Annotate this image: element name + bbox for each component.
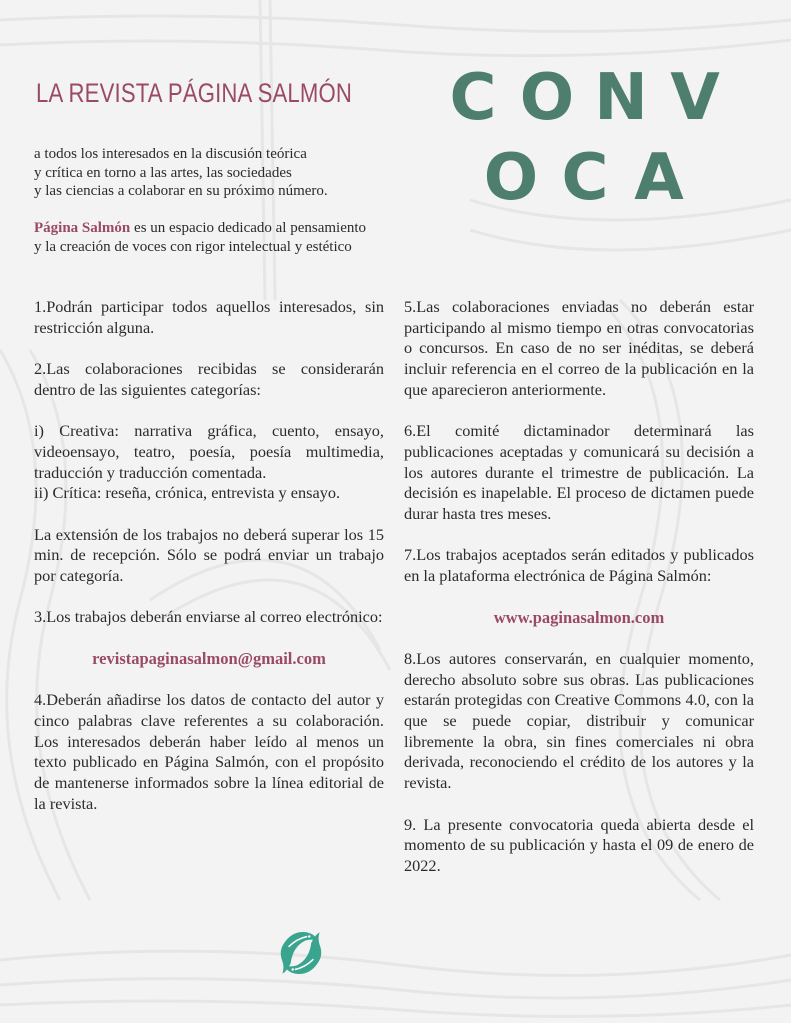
rule-9: 9. La presente convocatoria queda abierta desde el momento de su publicación y hasta el 09 de enero de 2022. [404,814,754,875]
rule-5: 5.Las colaboraciones enviadas no deberán estar participando al mismo tiempo en otras convocatorias o concursos. En caso de no ser inéditas, se deberá incluir referencia en el correo de la publicación en la que aparecieron anteriormente. [404,297,754,399]
headline-letter: A [634,141,684,215]
headline-row-2 [436,138,756,218]
brand-statement [34,219,366,256]
headline-letter: O [519,61,575,135]
intro-line: y las ciencias a colaborar en su próximo número. [34,183,328,199]
headline-convoca [436,58,756,218]
masthead-title: LA REVISTA PÁGINA SALMÓN [36,78,353,108]
rule-6: 6.El comité dictaminador determinará las publicaciones aceptadas y comunicará su decisión a los autores durante el trimestre de publicación. La decisión es inapelable. El proceso de dictamen puede durar hasta tres meses. [404,421,754,524]
headline-letter: N [594,61,648,135]
headline-letter: O [483,141,539,215]
rule-1: 1.Podrán participar todos aquellos interesados, sin restricción alguna. [34,297,384,337]
intro-line: y crítica en torno a las artes, las sociedades [34,164,292,181]
category-creativa: i) Creativa: narrativa gráfica, cuento, ensayo, videoensayo, teatro, poesía, poesía multimedia, traducción y traducción comentada. [34,421,384,482]
intro-line: a todos los interesados en la discusión teórica [34,146,307,162]
headline-row-1 [436,58,756,138]
brand-line-2: y la creación de voces con rigor intelectual y estético [34,238,352,255]
headline-letter: C [449,61,497,135]
category-critica: ii) Crítica: reseña, crónica, entrevista y ensayo. [34,483,341,503]
rule-7: 7.Los trabajos aceptados serán editados y publicados en la plataforma electrónica de Página Salmón: [404,545,754,586]
two-fish-icon [270,922,332,984]
rule-2: 2.Las colaboraciones recibidas se considerarán dentro de las siguientes categorías: [34,359,384,399]
brand-name: Página Salmón [34,220,131,236]
rule-3: 3.Los trabajos deberán enviarse al correo electrónico: [34,607,383,627]
headline-letter: C [561,141,609,215]
rule-8: 8.Los autores conservarán, en cualquier momento, derecho absoluto sobre sus obras. Las publicaciones estarán protegidas con Creative Commons 4.0, con la que se puede copiar, distribuir y comunicar libremente la obra, sin fines comerciales ni obra derivada, reconociendo el crédito de los autores y la revista. [404,648,754,793]
headline-letter: V [670,61,720,135]
brand-line-1 [34,219,366,238]
website-link[interactable]: www.paginasalmon.com [493,607,665,627]
extension-rule: La extensión de los trabajos no deberá superar los 15 min. de recepción. Sólo se podrá enviar un trabajo por categoría. [34,524,384,586]
brand-line-1-text: es un espacio dedicado al pensamiento [130,220,367,236]
rule-4: 4.Deberán añadirse los datos de contacto del autor y cinco palabras clave referentes a su colaboración. Los interesados deberán haber leído al menos un texto publicado en Página Salmón, con el propósito de mantenerse informados sobre la línea editorial de la revista. [34,690,384,813]
intro-text [34,145,328,201]
email-link[interactable]: revistapaginasalmon@gmail.com [92,648,326,668]
right-column [404,297,754,897]
left-column [34,297,384,835]
